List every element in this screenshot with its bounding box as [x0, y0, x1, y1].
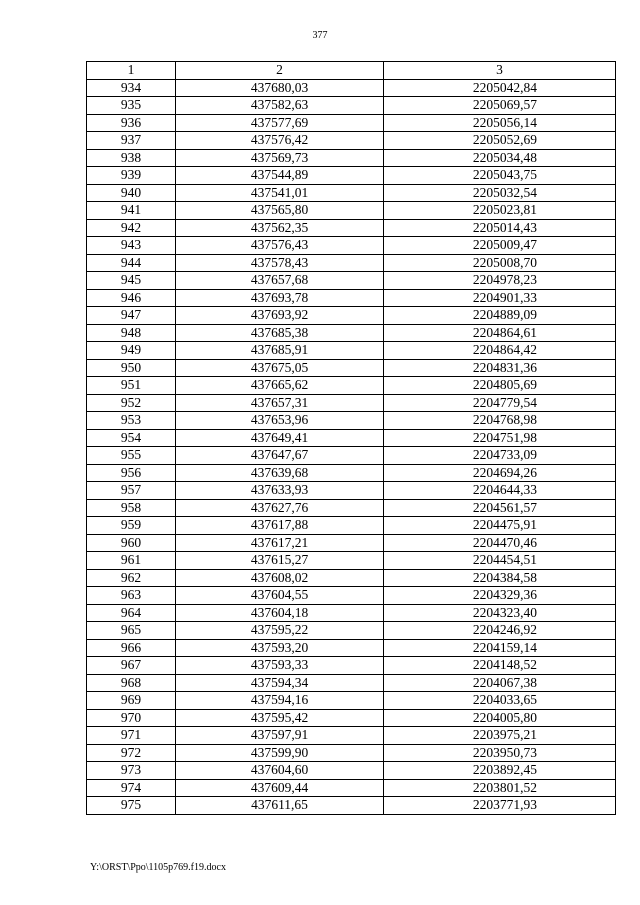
point-number-cell: 960 — [87, 534, 176, 552]
table-row — [87, 482, 616, 500]
point-number-cell: 951 — [87, 377, 176, 395]
x-coordinate-cell: 437597,91 — [176, 727, 384, 745]
x-coordinate-cell: 437611,65 — [176, 797, 384, 815]
table-row — [87, 744, 616, 762]
point-number-cell: 936 — [87, 114, 176, 132]
table-row — [87, 149, 616, 167]
table-row — [87, 342, 616, 360]
x-coordinate-cell: 437599,90 — [176, 744, 384, 762]
table-row — [87, 429, 616, 447]
y-coordinate-cell: 2204005,80 — [384, 709, 616, 727]
table-row — [87, 202, 616, 220]
point-number-cell: 940 — [87, 184, 176, 202]
table-row — [87, 587, 616, 605]
table-row — [87, 639, 616, 657]
point-number-cell: 952 — [87, 394, 176, 412]
column-header-2: 2 — [176, 62, 384, 80]
point-number-cell: 934 — [87, 79, 176, 97]
y-coordinate-cell: 2205008,70 — [384, 254, 616, 272]
x-coordinate-cell: 437577,69 — [176, 114, 384, 132]
x-coordinate-cell: 437576,43 — [176, 237, 384, 255]
x-coordinate-cell: 437657,31 — [176, 394, 384, 412]
point-number-cell: 956 — [87, 464, 176, 482]
point-number-cell: 975 — [87, 797, 176, 815]
y-coordinate-cell: 2204864,61 — [384, 324, 616, 342]
x-coordinate-cell: 437595,22 — [176, 622, 384, 640]
x-coordinate-cell: 437594,16 — [176, 692, 384, 710]
table-row — [87, 79, 616, 97]
column-header-1: 1 — [87, 62, 176, 80]
y-coordinate-cell: 2204067,38 — [384, 674, 616, 692]
point-number-cell: 954 — [87, 429, 176, 447]
y-coordinate-cell: 2203950,73 — [384, 744, 616, 762]
table-row — [87, 692, 616, 710]
x-coordinate-cell: 437578,43 — [176, 254, 384, 272]
point-number-cell: 941 — [87, 202, 176, 220]
point-number-cell: 945 — [87, 272, 176, 290]
point-number-cell: 949 — [87, 342, 176, 360]
x-coordinate-cell: 437693,92 — [176, 307, 384, 325]
table-row — [87, 237, 616, 255]
y-coordinate-cell: 2203975,21 — [384, 727, 616, 745]
y-coordinate-cell: 2204470,46 — [384, 534, 616, 552]
y-coordinate-cell: 2205032,54 — [384, 184, 616, 202]
table-row — [87, 622, 616, 640]
x-coordinate-cell: 437680,03 — [176, 79, 384, 97]
table-row — [87, 272, 616, 290]
point-number-cell: 957 — [87, 482, 176, 500]
x-coordinate-cell: 437565,80 — [176, 202, 384, 220]
table-row — [87, 132, 616, 150]
y-coordinate-cell: 2204329,36 — [384, 587, 616, 605]
x-coordinate-cell: 437647,67 — [176, 447, 384, 465]
x-coordinate-cell: 437576,42 — [176, 132, 384, 150]
table-row — [87, 394, 616, 412]
y-coordinate-cell: 2204384,58 — [384, 569, 616, 587]
x-coordinate-cell: 437594,34 — [176, 674, 384, 692]
table-row — [87, 552, 616, 570]
x-coordinate-cell: 437615,27 — [176, 552, 384, 570]
x-coordinate-cell: 437633,93 — [176, 482, 384, 500]
footer-file-path: Y:\ORST\Ppo\1105p769.f19.docx — [90, 862, 226, 873]
table-row — [87, 464, 616, 482]
table-row — [87, 254, 616, 272]
point-number-cell: 959 — [87, 517, 176, 535]
y-coordinate-cell: 2205069,57 — [384, 97, 616, 115]
y-coordinate-cell: 2205014,43 — [384, 219, 616, 237]
point-number-cell: 935 — [87, 97, 176, 115]
point-number-cell: 947 — [87, 307, 176, 325]
y-coordinate-cell: 2203801,52 — [384, 779, 616, 797]
x-coordinate-cell: 437582,63 — [176, 97, 384, 115]
y-coordinate-cell: 2204561,57 — [384, 499, 616, 517]
table-row — [87, 377, 616, 395]
y-coordinate-cell: 2204978,23 — [384, 272, 616, 290]
table-row — [87, 657, 616, 675]
y-coordinate-cell: 2204751,98 — [384, 429, 616, 447]
x-coordinate-cell: 437627,76 — [176, 499, 384, 517]
x-coordinate-cell: 437649,41 — [176, 429, 384, 447]
y-coordinate-cell: 2203892,45 — [384, 762, 616, 780]
y-coordinate-cell: 2205034,48 — [384, 149, 616, 167]
x-coordinate-cell: 437617,88 — [176, 517, 384, 535]
table-row — [87, 779, 616, 797]
x-coordinate-cell: 437685,91 — [176, 342, 384, 360]
coordinates-table — [86, 61, 616, 815]
y-coordinate-cell: 2204779,54 — [384, 394, 616, 412]
point-number-cell: 966 — [87, 639, 176, 657]
y-coordinate-cell: 2205052,69 — [384, 132, 616, 150]
point-number-cell: 953 — [87, 412, 176, 430]
y-coordinate-cell: 2204159,14 — [384, 639, 616, 657]
point-number-cell: 943 — [87, 237, 176, 255]
table-row — [87, 797, 616, 815]
point-number-cell: 965 — [87, 622, 176, 640]
point-number-cell: 971 — [87, 727, 176, 745]
y-coordinate-cell: 2205042,84 — [384, 79, 616, 97]
table-row — [87, 324, 616, 342]
point-number-cell: 970 — [87, 709, 176, 727]
y-coordinate-cell: 2204768,98 — [384, 412, 616, 430]
x-coordinate-cell: 437593,33 — [176, 657, 384, 675]
x-coordinate-cell: 437593,20 — [176, 639, 384, 657]
table-row — [87, 569, 616, 587]
x-coordinate-cell: 437653,96 — [176, 412, 384, 430]
point-number-cell: 946 — [87, 289, 176, 307]
table-row — [87, 359, 616, 377]
x-coordinate-cell: 437617,21 — [176, 534, 384, 552]
y-coordinate-cell: 2204805,69 — [384, 377, 616, 395]
table-header-row — [87, 62, 616, 80]
x-coordinate-cell: 437609,44 — [176, 779, 384, 797]
point-number-cell: 958 — [87, 499, 176, 517]
x-coordinate-cell: 437685,38 — [176, 324, 384, 342]
table-row — [87, 167, 616, 185]
point-number-cell: 937 — [87, 132, 176, 150]
table-row — [87, 289, 616, 307]
point-number-cell: 938 — [87, 149, 176, 167]
page-number: 377 — [312, 30, 328, 41]
point-number-cell: 964 — [87, 604, 176, 622]
point-number-cell: 968 — [87, 674, 176, 692]
table-row — [87, 307, 616, 325]
y-coordinate-cell: 2205043,75 — [384, 167, 616, 185]
point-number-cell: 974 — [87, 779, 176, 797]
table-row — [87, 762, 616, 780]
y-coordinate-cell: 2204733,09 — [384, 447, 616, 465]
x-coordinate-cell: 437541,01 — [176, 184, 384, 202]
y-coordinate-cell: 2204831,36 — [384, 359, 616, 377]
point-number-cell: 942 — [87, 219, 176, 237]
table-row — [87, 709, 616, 727]
point-number-cell: 955 — [87, 447, 176, 465]
table-row — [87, 674, 616, 692]
y-coordinate-cell: 2204644,33 — [384, 482, 616, 500]
point-number-cell: 969 — [87, 692, 176, 710]
x-coordinate-cell: 437639,68 — [176, 464, 384, 482]
table-row — [87, 604, 616, 622]
y-coordinate-cell: 2204694,26 — [384, 464, 616, 482]
y-coordinate-cell: 2204148,52 — [384, 657, 616, 675]
x-coordinate-cell: 437569,73 — [176, 149, 384, 167]
y-coordinate-cell: 2204454,51 — [384, 552, 616, 570]
table-row — [87, 114, 616, 132]
x-coordinate-cell: 437595,42 — [176, 709, 384, 727]
y-coordinate-cell: 2205023,81 — [384, 202, 616, 220]
x-coordinate-cell: 437604,18 — [176, 604, 384, 622]
y-coordinate-cell: 2205009,47 — [384, 237, 616, 255]
x-coordinate-cell: 437562,35 — [176, 219, 384, 237]
point-number-cell: 973 — [87, 762, 176, 780]
x-coordinate-cell: 437657,68 — [176, 272, 384, 290]
table-row — [87, 727, 616, 745]
point-number-cell: 961 — [87, 552, 176, 570]
x-coordinate-cell: 437693,78 — [176, 289, 384, 307]
point-number-cell: 967 — [87, 657, 176, 675]
y-coordinate-cell: 2204864,42 — [384, 342, 616, 360]
y-coordinate-cell: 2204475,91 — [384, 517, 616, 535]
point-number-cell: 950 — [87, 359, 176, 377]
table-body — [87, 79, 616, 814]
table-row — [87, 184, 616, 202]
table-row — [87, 534, 616, 552]
point-number-cell: 972 — [87, 744, 176, 762]
y-coordinate-cell: 2204033,65 — [384, 692, 616, 710]
table-row — [87, 412, 616, 430]
table-row — [87, 219, 616, 237]
table-row — [87, 97, 616, 115]
y-coordinate-cell: 2203771,93 — [384, 797, 616, 815]
column-header-3: 3 — [384, 62, 616, 80]
point-number-cell: 944 — [87, 254, 176, 272]
y-coordinate-cell: 2204889,09 — [384, 307, 616, 325]
x-coordinate-cell: 437608,02 — [176, 569, 384, 587]
table-row — [87, 447, 616, 465]
point-number-cell: 962 — [87, 569, 176, 587]
y-coordinate-cell: 2204901,33 — [384, 289, 616, 307]
point-number-cell: 939 — [87, 167, 176, 185]
x-coordinate-cell: 437544,89 — [176, 167, 384, 185]
y-coordinate-cell: 2204323,40 — [384, 604, 616, 622]
x-coordinate-cell: 437675,05 — [176, 359, 384, 377]
y-coordinate-cell: 2204246,92 — [384, 622, 616, 640]
point-number-cell: 963 — [87, 587, 176, 605]
x-coordinate-cell: 437604,60 — [176, 762, 384, 780]
x-coordinate-cell: 437604,55 — [176, 587, 384, 605]
table-row — [87, 517, 616, 535]
x-coordinate-cell: 437665,62 — [176, 377, 384, 395]
point-number-cell: 948 — [87, 324, 176, 342]
table-row — [87, 499, 616, 517]
y-coordinate-cell: 2205056,14 — [384, 114, 616, 132]
